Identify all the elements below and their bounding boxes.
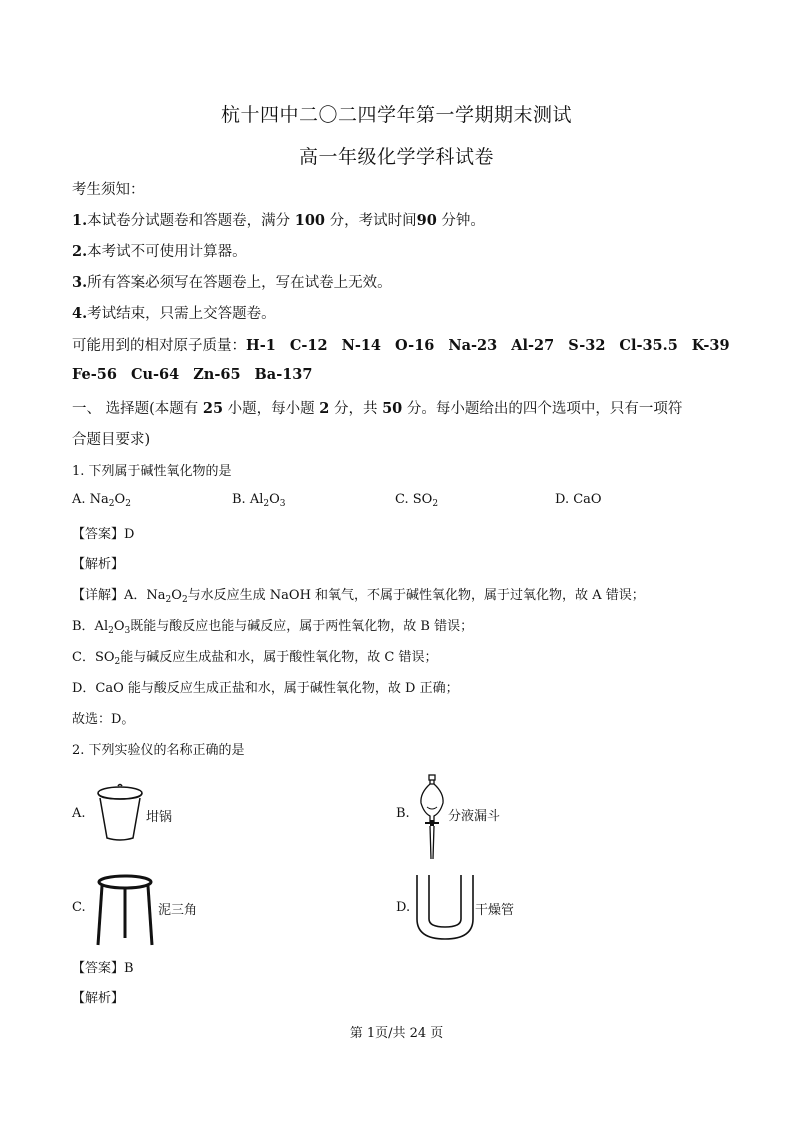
q1-option-b: B. $Al_2O_3$ (232, 492, 286, 509)
section-heading-cont: 合题目要求) (72, 432, 151, 448)
atomic-masses-line-1: 可能用到的相对原子质量：H-1 C-12 N-14 O-16 Na-23 Al-27 S-32 Cl-35.5 K-39 (72, 337, 730, 354)
page-subtitle: 高一年级化学学科试卷 (298, 146, 494, 168)
q2-option-a-letter: A. (72, 806, 86, 821)
separatory-funnel-icon (412, 773, 452, 863)
q1-detail-c: C．$SO_2$能与碱反应生成盐和水，属于酸性氧化物，故 C 错误； (72, 650, 438, 667)
q1-option-d: D. CaO (555, 492, 602, 507)
q2-option-d-label: 干燥管 (475, 903, 515, 918)
q2-option-d-letter: D. (396, 900, 411, 915)
q2-analysis-tag: 【解析】 (72, 991, 125, 1006)
atomic-masses-line-2: Fe-56 Cu-64 Zn-65 Ba-137 (72, 366, 313, 383)
page-footer: 第 1页/共 24 页 (349, 1026, 444, 1041)
notice-item-4: 4.考试结束，只需上交答题卷。 (72, 305, 276, 322)
u-tube-icon (413, 873, 477, 943)
notice-item-1: 1.本试卷分试题卷和答题卷，满分 100 分，考试时间90 分钟。 (72, 212, 485, 229)
q2-option-c-letter: C. (72, 900, 86, 915)
page-title: 杭十四中二〇二四学年第一学期期末测试 (220, 104, 572, 126)
q1-answer: 【答案】D (72, 527, 135, 542)
q1-detail-d: D．CaO 能与酸反应生成正盐和水，属于碱性氧化物，故 D 正确； (72, 681, 459, 696)
q1-detail-a: 【详解】A．$Na_2O_2$与水反应生成 NaOH 和氧气，不属于碱性氧化物，属于过氧化物，故 A 错误； (72, 588, 645, 605)
q2-option-c-label: 泥三角 (158, 903, 198, 918)
q2-option-b-label: 分液漏斗 (448, 809, 501, 824)
crucible-icon (90, 782, 150, 844)
tripod-icon (90, 872, 160, 948)
q1-option-a: A. $Na_2O_2$ (72, 492, 131, 509)
section-heading: 一、 选择题(本题有 25 小题，每小题 2 分，共 50 分。每小题给出的四个选项中，只有一项符 (72, 400, 683, 417)
notice-heading: 考生须知： (72, 182, 145, 198)
question-2-stem: 2. 下列实验仪的名称正确的是 (72, 743, 245, 758)
q2-option-b-letter: B. (396, 806, 410, 821)
notice-item-2: 2.本考试不可使用计算器。 (72, 243, 247, 260)
q1-option-c: C. $SO_2$ (395, 492, 439, 509)
q2-option-a-label: 坩锅 (146, 810, 173, 825)
q1-detail-b: B．$Al_2O_3$既能与酸反应也能与碱反应，属于两性氧化物，故 B 错误； (72, 619, 474, 636)
question-1-stem: 1. 下列属于碱性氧化物的是 (72, 464, 232, 479)
q1-analysis-tag: 【解析】 (72, 557, 125, 572)
q2-answer: 【答案】B (72, 961, 134, 976)
q1-conclusion: 故选：D。 (72, 712, 135, 727)
notice-item-3: 3.所有答案必须写在答题卷上，写在试卷上无效。 (72, 274, 392, 291)
